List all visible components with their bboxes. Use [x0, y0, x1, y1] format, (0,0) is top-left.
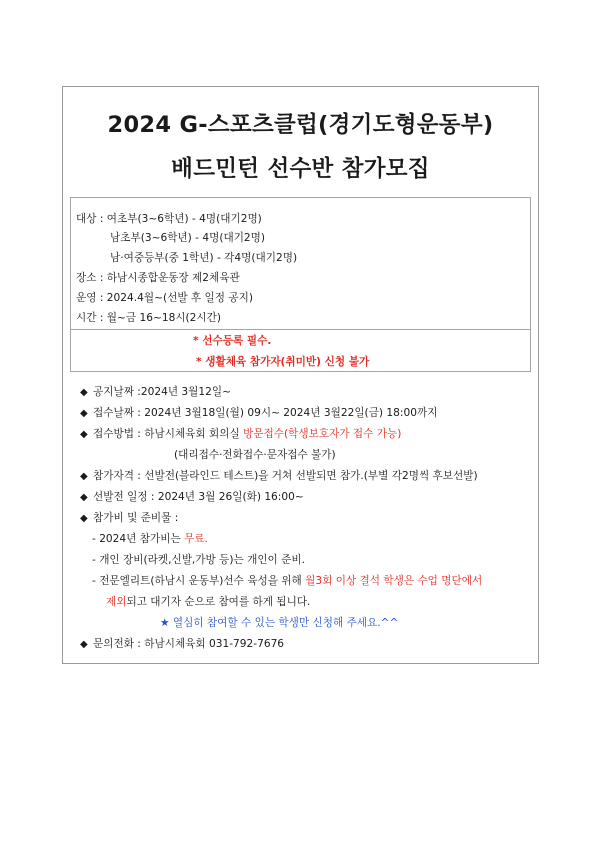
- method-sub: (대리접수·전화접수·문자접수 불가): [174, 449, 336, 461]
- elite-text: - 전문엘리트(하남시 운동부)선수 육성을 위해: [92, 575, 306, 587]
- announce-text: 공지날짜 :2024년 3월12일~: [93, 386, 231, 398]
- bullet-icon: ◆: [80, 471, 88, 482]
- elite-row-2: [106, 594, 310, 609]
- qualification-row: [80, 468, 478, 483]
- target-girls: 여초부(3~6학년) - 4명(대기2명): [106, 213, 262, 225]
- method-highlight: 방문접수(학생보호자가 접수 가능): [243, 428, 402, 440]
- fee-text: - 2024년 참가비는: [92, 533, 185, 545]
- bullet-icon: ◆: [80, 639, 88, 650]
- target-row: [76, 211, 262, 226]
- receipt-date-row: [80, 405, 437, 420]
- bullet-icon: ◆: [80, 387, 88, 398]
- poster-subtitle: 배드민턴 선수반 참가모집: [171, 156, 430, 182]
- elite-highlight-2: 제외: [106, 596, 127, 608]
- target-boys: 남초부(3~6학년) - 4명(대기2명): [110, 232, 266, 244]
- method-text: 접수방법 : 하남시체육회 회의실: [93, 428, 244, 440]
- elite-highlight: 월3회 이상 결석 학생은 수업 명단에서: [305, 575, 483, 587]
- elite-rest-text: 되고 대기자 순으로 참여를 하게 됩니다.: [126, 596, 311, 608]
- elite-row: [92, 573, 482, 588]
- target-middle: 남·여중등부(중 1학년) - 각4명(대기2명): [110, 252, 298, 264]
- equipment-row: - 개인 장비(라켓,신발,가방 등)는 개인이 준비.: [92, 554, 305, 566]
- bullet-icon: ◆: [80, 492, 88, 503]
- bullet-icon: ◆: [80, 408, 88, 419]
- time-row: 시간 : 월~금 16~18시(2시간): [76, 312, 222, 324]
- venue-row: 장소 : 하남시종합운동장 제2체육관: [76, 272, 240, 284]
- note-no-hobby: * 생활체육 참가자(취미반) 신청 불가: [196, 356, 370, 368]
- fee-row: [92, 531, 208, 546]
- star-note: ★ 열심히 참여할 수 있는 학생만 신청해 주세요.^^: [160, 617, 399, 629]
- selection-text: 선발전 일정 : 2024년 3월 26일(화) 16:00~: [93, 491, 304, 503]
- fee-highlight: 무료.: [184, 533, 208, 545]
- note-registration: * 선수등록 필수.: [193, 335, 272, 347]
- poster-title: 2024 G-스포츠클럽(경기도형운동부): [107, 112, 494, 138]
- bullet-icon: ◆: [80, 429, 88, 440]
- qualification-text: 참가자격 : 선발전(블라인드 테스트)을 거쳐 선발되면 참가.(부별 각2명씩 후보선발): [93, 470, 478, 482]
- method-row: [80, 426, 401, 441]
- selection-row: [80, 489, 304, 504]
- fee-header-row: [80, 510, 178, 525]
- fee-header-text: 참가비 및 준비물 :: [93, 512, 179, 524]
- receipt-date-text: 접수날짜 : 2024년 3월18일(월) 09시~ 2024년 3월22일(금) 18:00까지: [93, 407, 438, 419]
- schedule-row: 운영 : 2024.4월~(선발 후 일정 공지): [76, 292, 253, 304]
- bullet-icon: ◆: [80, 513, 88, 524]
- info-divider: [71, 329, 530, 330]
- contact-row: [80, 636, 284, 651]
- target-label: 대상 :: [76, 213, 107, 225]
- contact-text: 문의전화 : 하남시체육회 031-792-7676: [93, 638, 285, 650]
- announce-row: [80, 384, 231, 399]
